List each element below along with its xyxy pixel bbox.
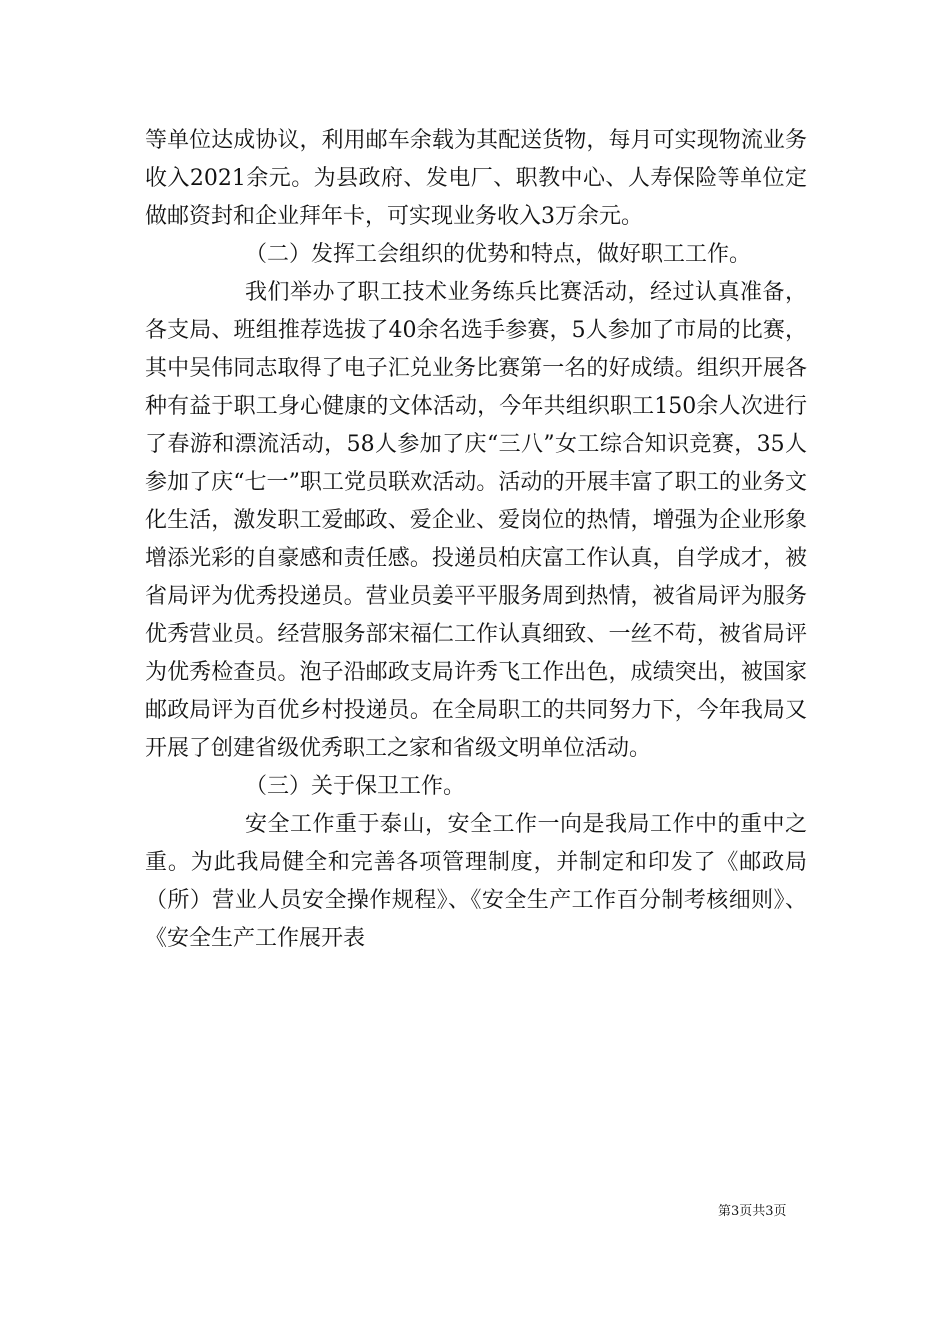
section-heading-two: （二）发挥工会组织的优势和特点，做好职工工作。 — [245, 242, 752, 267]
page-footer: 第3页共3页 — [718, 1204, 787, 1219]
section-heading-three: （三）关于保卫工作。 — [245, 774, 466, 799]
document-body — [145, 122, 807, 958]
paragraph-staff-work: 我们举办了职工技术业务练兵比赛活动，经过认真准备，各支局、班组推荐选拔了40余名选手参赛，5人参加了市局的比赛，其中吴伟同志取得了电子汇兑业务比赛第一名的好成绩。组织开展各种有益于职工身心健康的文体活动，今年共组织职工150余人次进行了春游和漂流活动，58人参加了庆“三八”女工综合知识竞赛，35人参加了庆“七一”职工党员联欢活动。活动的开展丰富了职工的业务文化生活，激发职工爱邮政、爱企业、爱岗位的热情，增强为企业形象增添光彩的自豪感和责任感。投递员柏庆富工作认真，自学成才，被省局评为优秀投递员。营业员姜平平服务周到热情，被省局评为服务优秀营业员。经营服务部宋福仁工作认真细致、一丝不苟，被省局评为优秀检查员。泡子沿邮政支局许秀飞工作出色，成绩突出，被国家邮政局评为百优乡村投递员。在全局职工的共同努力下，今年我局又开展了创建省级优秀职工之家和省级文明单位活动。 — [145, 280, 808, 761]
paragraph-continuation: 等单位达成协议，利用邮车余载为其配送货物，每月可实现物流业务收入2021余元。为县政府、发电厂、职教中心、人寿保险等单位定做邮资封和企业拜年卡，可实现业务收入3万余元。 — [145, 128, 807, 229]
paragraph-security-work: 安全工作重于泰山，安全工作一向是我局工作中的重中之重。为此我局健全和完善各项管理制度，并制定和印发了《邮政局（所）营业人员安全操作规程》、《安全生产工作百分制考核细则》、《安全生产工作展开表 — [145, 812, 807, 951]
